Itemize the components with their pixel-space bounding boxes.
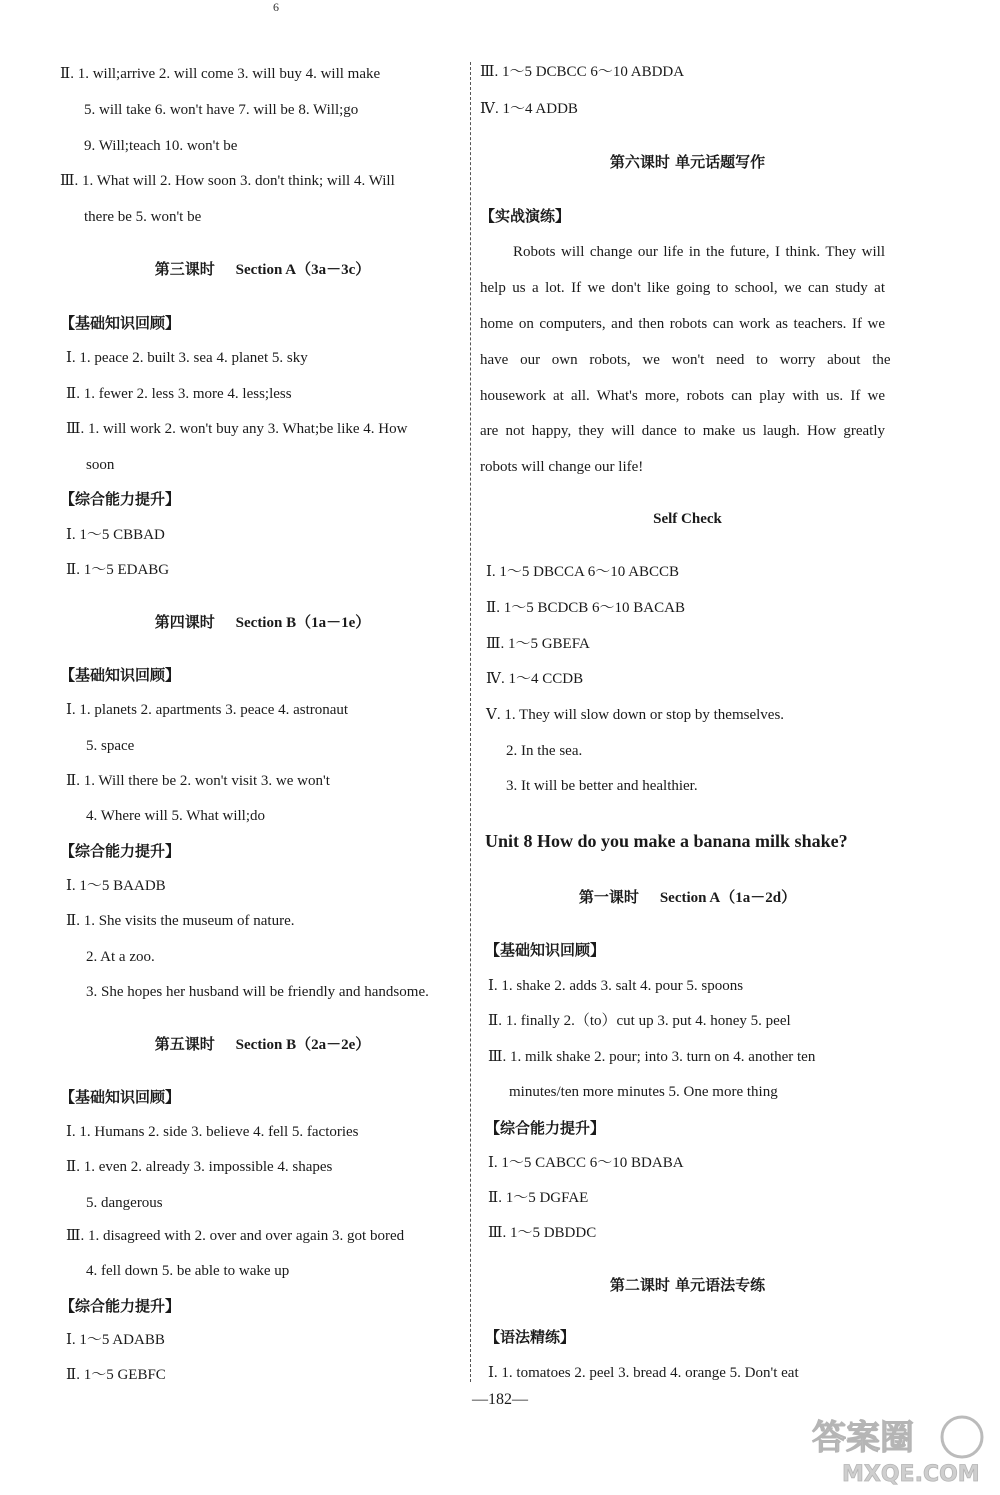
tag-basic-review: 【基础知识回顾】 [60,666,181,684]
answer-line: Ⅰ. 1. peace 2. built 3. sea 4. planet 5. sky [66,350,308,366]
top-mark: 6 [273,0,279,14]
answer-line: Ⅱ. 1. fewer 2. less 3. more 4. less;less [66,386,292,402]
answer-line: Ⅱ. 1～5 EDABG [66,562,170,578]
answer-line: Ⅲ. 1～5 GBEFA [486,636,590,652]
watermark-logo [802,1409,992,1489]
answer-line: 4. fell down 5. be able to wake up [86,1263,290,1279]
answer-line: Ⅲ. 1. What will 2. How soon 3. don't think; will 4. Will [60,173,395,189]
essay-line: housework at all. What's more, robots can play with us. If we [480,388,885,404]
answer-line: Ⅳ. 1～4 CCDB [486,671,584,687]
answer-line: Ⅰ. 1. tomatoes 2. peel 3. bread 4. orange 5. Don't eat [488,1365,799,1381]
answer-line: Ⅰ. 1～5 ADABB [66,1332,165,1348]
answer-line: 2. At a zoo. [86,949,155,965]
tag-grammar: 【语法精练】 [485,1328,576,1346]
self-check-heading: Self Check [653,511,722,527]
section-sub: Section B（2a－2e） [235,1037,371,1053]
answer-line: Ⅲ. 1～5 DBDDC [488,1225,597,1241]
answer-line: 3. She hopes her husband will be friendly and handsome. [86,984,429,1000]
answer-line: 3. It will be better and healthier. [506,778,698,794]
answer-line: Ⅰ. 1～5 BAADB [66,878,166,894]
answer-line: Ⅳ. 1～4 ADDB [480,101,578,117]
answer-line: Ⅱ. 1. Will there be 2. won't visit 3. we won't [66,773,330,789]
answer-line: 2. In the sea. [506,743,583,759]
tag-ability: 【综合能力提升】 [485,1119,606,1137]
answer-line: Ⅲ. 1～5 DCBCC 6～10 ABDDA [480,64,685,80]
answer-line: 9. Will;teach 10. won't be [84,138,238,154]
answer-line: minutes/ten more minutes 5. One more thing [509,1084,778,1100]
section-sub: Section B（1a－1e） [235,615,371,631]
section-lesson: 第一课时 [578,888,639,906]
tag-ability: 【综合能力提升】 [60,842,181,860]
essay-line: Robots will change our life in the future, I think. They will [513,244,885,260]
answer-line: Ⅱ. 1. She visits the museum of nature. [66,913,295,929]
section-lesson: 第三课时 [154,260,215,278]
answer-line: Ⅲ. 1. disagreed with 2. over and over again 3. got bored [66,1228,405,1244]
answer-line: Ⅰ. 1. Humans 2. side 3. believe 4. fell 5. factories [66,1124,359,1140]
section-sub: Section A（3a－3c） [235,262,371,278]
answer-line: Ⅰ. 1. shake 2. adds 3. salt 4. pour 5. spoons [488,978,744,994]
answer-line: Ⅰ. 1. planets 2. apartments 3. peace 4. astronaut [66,702,349,718]
answer-line: soon [86,457,115,473]
answer-line: Ⅰ. 1～5 CBBAD [66,527,165,543]
answer-line: 5. space [86,738,135,754]
section-heading: 第六课时 单元话题写作 [609,153,766,171]
answer-line: there be 5. won't be [84,209,202,225]
essay-line: home on computers, and then robots can work as teachers. If we [480,316,885,332]
answer-line: Ⅱ. 1. even 2. already 3. impossible 4. shapes [66,1159,333,1175]
answer-line: Ⅱ. 1～5 DGFAE [488,1190,589,1206]
unit-title: Unit 8 How do you make a banana milk shake? [485,831,848,851]
section-heading [60,612,465,633]
tag-ability: 【综合能力提升】 [60,1297,181,1315]
answer-line: Ⅱ. 1. finally 2.（to）cut up 3. put 4. honey 5. peel [488,1013,791,1029]
answer-line: 4. Where will 5. What will;do [86,808,265,824]
tag-basic-review: 【基础知识回顾】 [60,314,181,332]
essay-line: are not happy, they will dance to make us laugh. How greatly [480,423,885,439]
section-heading [480,887,895,908]
section-heading: 第二课时 单元语法专练 [609,1276,766,1294]
section-lesson: 第五课时 [154,1035,215,1053]
essay-line: help us a lot. If we don't like going to school, we can study at [480,280,885,296]
essay-line: have our own robots, we won't need to worry about the [480,352,891,368]
tag-practice: 【实战演练】 [480,207,571,225]
answer-line: Ⅱ. 1. will;arrive 2. will come 3. will buy 4. will make [60,66,381,82]
column-divider [470,62,471,1382]
essay-line: robots will change our life! [480,459,644,475]
answer-line: Ⅴ. 1. They will slow down or stop by themselves. [486,707,785,723]
svg-text:MXQE.COM: MXQE.COM [842,1462,980,1487]
tag-ability: 【综合能力提升】 [60,490,181,508]
tag-basic-review: 【基础知识回顾】 [485,941,606,959]
answer-line: Ⅲ. 1. milk shake 2. pour; into 3. turn on 4. another ten [488,1049,816,1065]
section-heading [60,259,465,280]
answer-line: 5. dangerous [86,1195,163,1211]
answer-line: 5. will take 6. won't have 7. will be 8. Will;go [84,102,359,118]
svg-text:答案圈: 答案圈 [812,1418,914,1458]
answer-line: Ⅰ. 1～5 CABCC 6～10 BDABA [488,1155,684,1171]
page-number: —182— [472,1391,528,1408]
watermark-icon [802,1409,992,1489]
section-sub: Section A（1a－2d） [659,890,797,906]
answer-line: Ⅱ. 1～5 BCDCB 6～10 BACAB [486,600,685,616]
answer-line: Ⅱ. 1～5 GEBFC [66,1367,166,1383]
section-heading [60,1034,465,1055]
answer-line: Ⅰ. 1～5 DBCCA 6～10 ABCCB [486,564,680,580]
answer-line: Ⅲ. 1. will work 2. won't buy any 3. What;be like 4. How [66,421,408,437]
tag-basic-review: 【基础知识回顾】 [60,1088,181,1106]
section-lesson: 第四课时 [154,613,215,631]
